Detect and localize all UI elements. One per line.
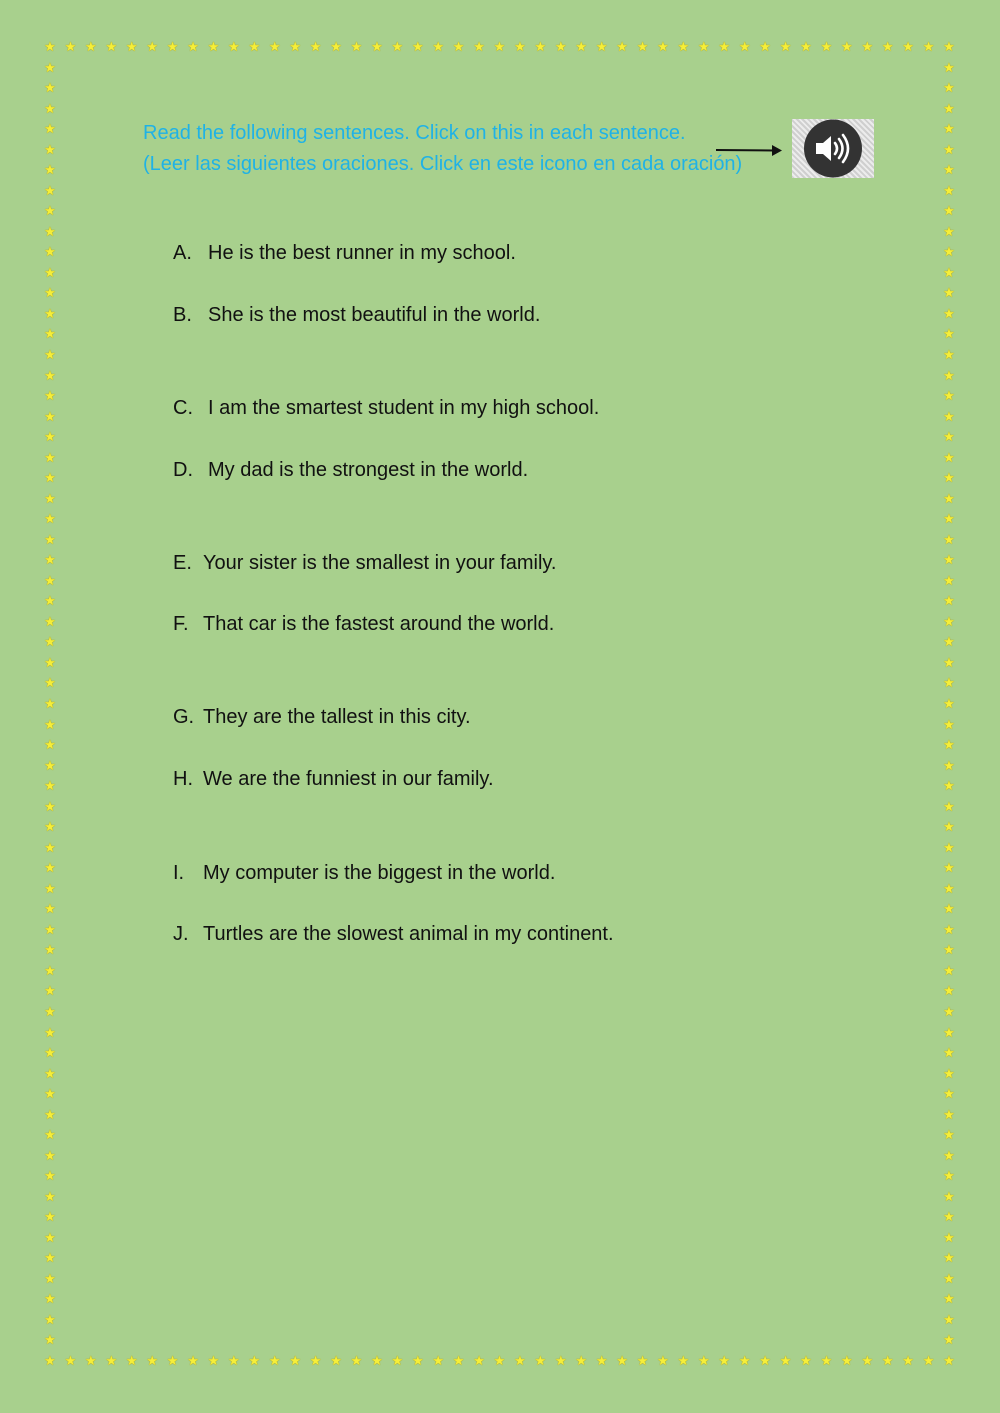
star-icon: ★ [943, 655, 955, 671]
star-icon: ★ [841, 40, 853, 55]
sentence-letter: H. [173, 768, 193, 790]
star-icon: ★ [943, 204, 955, 220]
sentence-item [173, 767, 494, 791]
star-icon: ★ [44, 1128, 56, 1144]
star-icon: ★ [943, 1148, 955, 1164]
star-icon: ★ [44, 1004, 56, 1020]
star-icon: ★ [44, 779, 56, 795]
sentence-letter: G. [173, 706, 195, 728]
star-icon: ★ [943, 758, 955, 774]
star-icon: ★ [943, 594, 955, 610]
star-icon: ★ [105, 40, 118, 55]
sentence-item [173, 705, 471, 729]
sentence-item [173, 612, 554, 636]
star-icon: ★ [44, 676, 56, 692]
star-icon: ★ [44, 1025, 56, 1041]
star-icon: ★ [44, 758, 56, 774]
star-icon: ★ [902, 40, 914, 55]
star-icon: ★ [943, 430, 955, 446]
sentence-letter: F. [173, 613, 189, 635]
star-icon: ★ [943, 60, 955, 76]
star-icon: ★ [125, 40, 138, 55]
star-icon: ★ [554, 40, 567, 55]
star-icon: ★ [391, 40, 404, 55]
star-icon: ★ [943, 491, 955, 507]
star-icon: ★ [677, 40, 690, 55]
star-icon: ★ [943, 614, 955, 630]
star-icon: ★ [330, 40, 342, 55]
star-icon: ★ [44, 697, 56, 712]
star-icon: ★ [44, 1148, 56, 1164]
star-icon: ★ [943, 532, 955, 548]
star-icon: ★ [44, 1066, 56, 1082]
star-icon: ★ [943, 409, 955, 425]
star-icon: ★ [575, 40, 588, 55]
star-icon: ★ [44, 60, 56, 76]
star-icon: ★ [943, 122, 955, 138]
star-icon: ★ [943, 1230, 955, 1246]
star-icon: ★ [514, 1354, 526, 1369]
star-icon: ★ [411, 1354, 424, 1369]
star-icon: ★ [943, 245, 955, 261]
star-icon: ★ [44, 943, 56, 959]
star-icon: ★ [44, 81, 56, 97]
star-icon: ★ [943, 553, 955, 569]
sentence-letter: C. [173, 397, 193, 419]
star-icon: ★ [125, 1354, 138, 1369]
star-icon: ★ [943, 142, 955, 158]
star-icon: ★ [800, 40, 812, 55]
star-icon: ★ [493, 40, 506, 55]
star-icon: ★ [44, 245, 56, 261]
star-icon: ★ [44, 902, 56, 918]
star-icon: ★ [44, 594, 56, 610]
star-icon: ★ [44, 1107, 56, 1123]
star-icon: ★ [677, 1354, 690, 1369]
star-icon: ★ [432, 40, 445, 55]
sentence-text: My dad is the strongest in the world. [208, 459, 529, 481]
star-icon: ★ [44, 1354, 56, 1369]
star-icon: ★ [44, 573, 56, 589]
sentence-letter: D. [173, 459, 193, 481]
star-icon: ★ [44, 1210, 56, 1226]
star-icon: ★ [943, 1210, 955, 1226]
star-icon: ★ [616, 40, 628, 55]
star-icon: ★ [657, 1354, 669, 1369]
star-icon: ★ [943, 471, 955, 487]
star-icon: ★ [697, 1354, 710, 1369]
star-icon: ★ [85, 40, 97, 55]
star-icon: ★ [943, 1169, 955, 1185]
star-icon: ★ [943, 1292, 955, 1308]
star-icon: ★ [207, 40, 220, 55]
star-icon: ★ [943, 573, 955, 589]
star-icon: ★ [616, 1354, 628, 1369]
star-icon: ★ [697, 40, 710, 55]
star-icon: ★ [44, 224, 56, 240]
star-icon: ★ [44, 163, 56, 179]
star-icon: ★ [44, 347, 56, 363]
star-icon: ★ [44, 881, 56, 897]
star-icon: ★ [943, 286, 955, 302]
star-icon: ★ [309, 40, 322, 55]
star-icon: ★ [44, 738, 56, 754]
star-icon: ★ [44, 1312, 56, 1328]
sentence-text: I am the smartest student in my high school. [208, 397, 600, 419]
star-icon: ★ [166, 40, 179, 55]
star-icon: ★ [820, 1354, 833, 1369]
star-icon: ★ [943, 943, 955, 959]
star-icon: ★ [44, 142, 56, 158]
star-icon: ★ [943, 902, 955, 918]
star-icon: ★ [943, 1312, 955, 1328]
star-icon: ★ [44, 430, 56, 446]
star-icon: ★ [309, 1354, 322, 1369]
star-icon: ★ [943, 347, 955, 363]
star-icon: ★ [44, 1271, 56, 1287]
star-icon: ★ [534, 1354, 547, 1369]
star-icon: ★ [391, 1354, 404, 1369]
star-icon: ★ [432, 1354, 445, 1369]
star-icon: ★ [146, 40, 158, 55]
star-icon: ★ [64, 40, 77, 55]
star-icon: ★ [943, 1004, 955, 1020]
star-icon: ★ [841, 1354, 853, 1369]
star-icon: ★ [44, 861, 56, 877]
star-icon: ★ [881, 1354, 894, 1369]
star-icon: ★ [228, 40, 240, 55]
star-icon: ★ [800, 1354, 812, 1369]
star-icon: ★ [759, 1354, 771, 1369]
star-icon: ★ [636, 1354, 649, 1369]
sentence-letter: J. [173, 923, 189, 945]
sentence-item [173, 922, 614, 946]
star-icon: ★ [636, 40, 649, 55]
star-icon: ★ [943, 1025, 955, 1041]
star-icon: ★ [105, 1354, 118, 1369]
star-icon: ★ [943, 1087, 955, 1103]
star-icon: ★ [44, 1251, 56, 1267]
instruction-english: Read the following sentences. Click on this in each sentence. [143, 122, 686, 144]
star-icon: ★ [595, 40, 608, 55]
star-icon: ★ [514, 40, 526, 55]
star-icon: ★ [187, 1354, 199, 1369]
star-icon: ★ [943, 368, 955, 384]
star-icon: ★ [44, 1189, 56, 1205]
sentence-text: They are the tallest in this city. [203, 706, 471, 728]
star-icon: ★ [554, 1354, 567, 1369]
star-icon: ★ [493, 1354, 506, 1369]
star-icon: ★ [289, 40, 301, 55]
star-icon: ★ [943, 799, 955, 815]
star-icon: ★ [534, 40, 547, 55]
star-icon: ★ [44, 204, 56, 220]
instruction-spanish: (Leer las siguientes oraciones. Click en este icono en cada oración) [143, 153, 743, 175]
star-icon: ★ [861, 1354, 874, 1369]
star-icon: ★ [943, 389, 955, 405]
star-icon: ★ [943, 840, 955, 856]
star-icon: ★ [44, 491, 56, 507]
star-icon: ★ [44, 471, 56, 487]
star-icon: ★ [44, 1046, 56, 1062]
star-icon: ★ [820, 40, 833, 55]
star-icon: ★ [330, 1354, 342, 1369]
star-icon: ★ [44, 450, 56, 466]
sentence-text: My computer is the biggest in the world. [203, 862, 556, 884]
star-icon: ★ [943, 1354, 955, 1369]
star-icon: ★ [44, 409, 56, 425]
star-icon: ★ [44, 389, 56, 405]
star-icon: ★ [44, 368, 56, 384]
star-icon: ★ [943, 1333, 955, 1349]
star-icon: ★ [268, 1354, 281, 1369]
star-icon: ★ [922, 40, 935, 55]
sentence-text: She is the most beautiful in the world. [208, 304, 541, 326]
star-icon: ★ [371, 1354, 383, 1369]
star-icon: ★ [943, 676, 955, 692]
star-icon: ★ [44, 1333, 56, 1349]
sentence-item [173, 861, 555, 885]
star-icon: ★ [943, 327, 955, 343]
star-icon: ★ [44, 286, 56, 302]
star-icon: ★ [350, 1354, 363, 1369]
star-icon: ★ [943, 717, 955, 733]
star-icon: ★ [187, 40, 199, 55]
star-icon: ★ [44, 1230, 56, 1246]
star-icon: ★ [44, 840, 56, 856]
sentence-item [173, 303, 540, 327]
star-icon: ★ [44, 963, 56, 979]
star-icon: ★ [759, 40, 771, 55]
star-icon: ★ [943, 1271, 955, 1287]
star-icon: ★ [44, 327, 56, 343]
star-icon: ★ [44, 512, 56, 528]
star-icon: ★ [44, 532, 56, 548]
star-icon: ★ [452, 1354, 465, 1369]
sentence-item [173, 458, 528, 482]
star-icon: ★ [779, 40, 792, 55]
star-icon: ★ [943, 40, 955, 55]
star-icon: ★ [943, 163, 955, 179]
star-icon: ★ [44, 1087, 56, 1103]
star-icon: ★ [44, 984, 56, 1000]
star-icon: ★ [943, 779, 955, 795]
star-icon: ★ [289, 1354, 301, 1369]
star-icon: ★ [44, 820, 56, 836]
star-icon: ★ [943, 81, 955, 97]
star-icon: ★ [44, 40, 56, 55]
sentence-text: That car is the fastest around the world. [203, 613, 555, 635]
star-icon: ★ [595, 1354, 608, 1369]
star-icon: ★ [228, 1354, 240, 1369]
star-icon: ★ [943, 1046, 955, 1062]
sentence-item [173, 396, 599, 420]
star-icon: ★ [861, 40, 874, 55]
star-icon: ★ [44, 306, 56, 322]
star-icon: ★ [943, 224, 955, 240]
star-icon: ★ [44, 122, 56, 138]
speaker-volume-icon [803, 119, 863, 178]
star-icon: ★ [207, 1354, 220, 1369]
star-icon: ★ [881, 40, 894, 55]
star-icon: ★ [44, 799, 56, 815]
star-icon: ★ [44, 655, 56, 671]
star-icon: ★ [943, 738, 955, 754]
star-icon: ★ [248, 40, 261, 55]
star-icon: ★ [248, 1354, 261, 1369]
star-icon: ★ [943, 1189, 955, 1205]
sentence-text: Turtles are the slowest animal in my continent. [203, 923, 614, 945]
sentence-text: Your sister is the smallest in your family. [203, 552, 557, 574]
star-icon: ★ [411, 40, 424, 55]
star-icon: ★ [44, 717, 56, 733]
star-icon: ★ [943, 183, 955, 199]
star-icon: ★ [943, 450, 955, 466]
star-icon: ★ [473, 1354, 485, 1369]
star-icon: ★ [44, 183, 56, 199]
star-icon: ★ [943, 1251, 955, 1267]
star-icon: ★ [943, 697, 955, 712]
star-icon: ★ [85, 1354, 97, 1369]
star-icon: ★ [738, 1354, 751, 1369]
sentence-letter: A. [173, 242, 192, 264]
star-icon: ★ [718, 1354, 731, 1369]
star-icon: ★ [44, 922, 56, 938]
star-icon: ★ [943, 1066, 955, 1082]
star-icon: ★ [473, 40, 485, 55]
star-icon: ★ [943, 820, 955, 836]
star-icon: ★ [943, 922, 955, 938]
star-icon: ★ [902, 1354, 914, 1369]
star-icon: ★ [44, 1292, 56, 1308]
star-icon: ★ [371, 40, 383, 55]
sentence-item [173, 551, 556, 575]
star-icon: ★ [64, 1354, 77, 1369]
star-icon: ★ [943, 512, 955, 528]
star-icon: ★ [943, 963, 955, 979]
star-icon: ★ [779, 1354, 792, 1369]
star-icon: ★ [452, 40, 465, 55]
star-icon: ★ [943, 265, 955, 281]
arrow-icon [712, 140, 784, 160]
star-icon: ★ [166, 1354, 179, 1369]
star-icon: ★ [268, 40, 281, 55]
star-icon: ★ [44, 101, 56, 117]
sentence-letter: I. [173, 862, 185, 884]
sentence-text: We are the funniest in our family. [203, 768, 494, 790]
sentence-letter: E. [173, 552, 192, 574]
sentence-letter: B. [173, 304, 192, 326]
star-icon: ★ [943, 1128, 955, 1144]
star-icon: ★ [44, 1169, 56, 1185]
star-icon: ★ [943, 635, 955, 651]
star-icon: ★ [146, 1354, 158, 1369]
sentence-item [173, 241, 516, 265]
star-icon: ★ [943, 101, 955, 117]
star-icon: ★ [943, 881, 955, 897]
star-icon: ★ [44, 553, 56, 569]
star-icon: ★ [943, 306, 955, 322]
star-icon: ★ [943, 984, 955, 1000]
star-icon: ★ [738, 40, 751, 55]
speaker-button[interactable] [792, 119, 874, 178]
star-icon: ★ [44, 614, 56, 630]
star-icon: ★ [44, 265, 56, 281]
star-icon: ★ [44, 635, 56, 651]
star-icon: ★ [350, 40, 363, 55]
sentence-text: He is the best runner in my school. [208, 242, 516, 264]
star-icon: ★ [922, 1354, 935, 1369]
star-icon: ★ [657, 40, 669, 55]
star-icon: ★ [718, 40, 731, 55]
star-icon: ★ [943, 1107, 955, 1123]
star-icon: ★ [575, 1354, 588, 1369]
star-icon: ★ [943, 861, 955, 877]
